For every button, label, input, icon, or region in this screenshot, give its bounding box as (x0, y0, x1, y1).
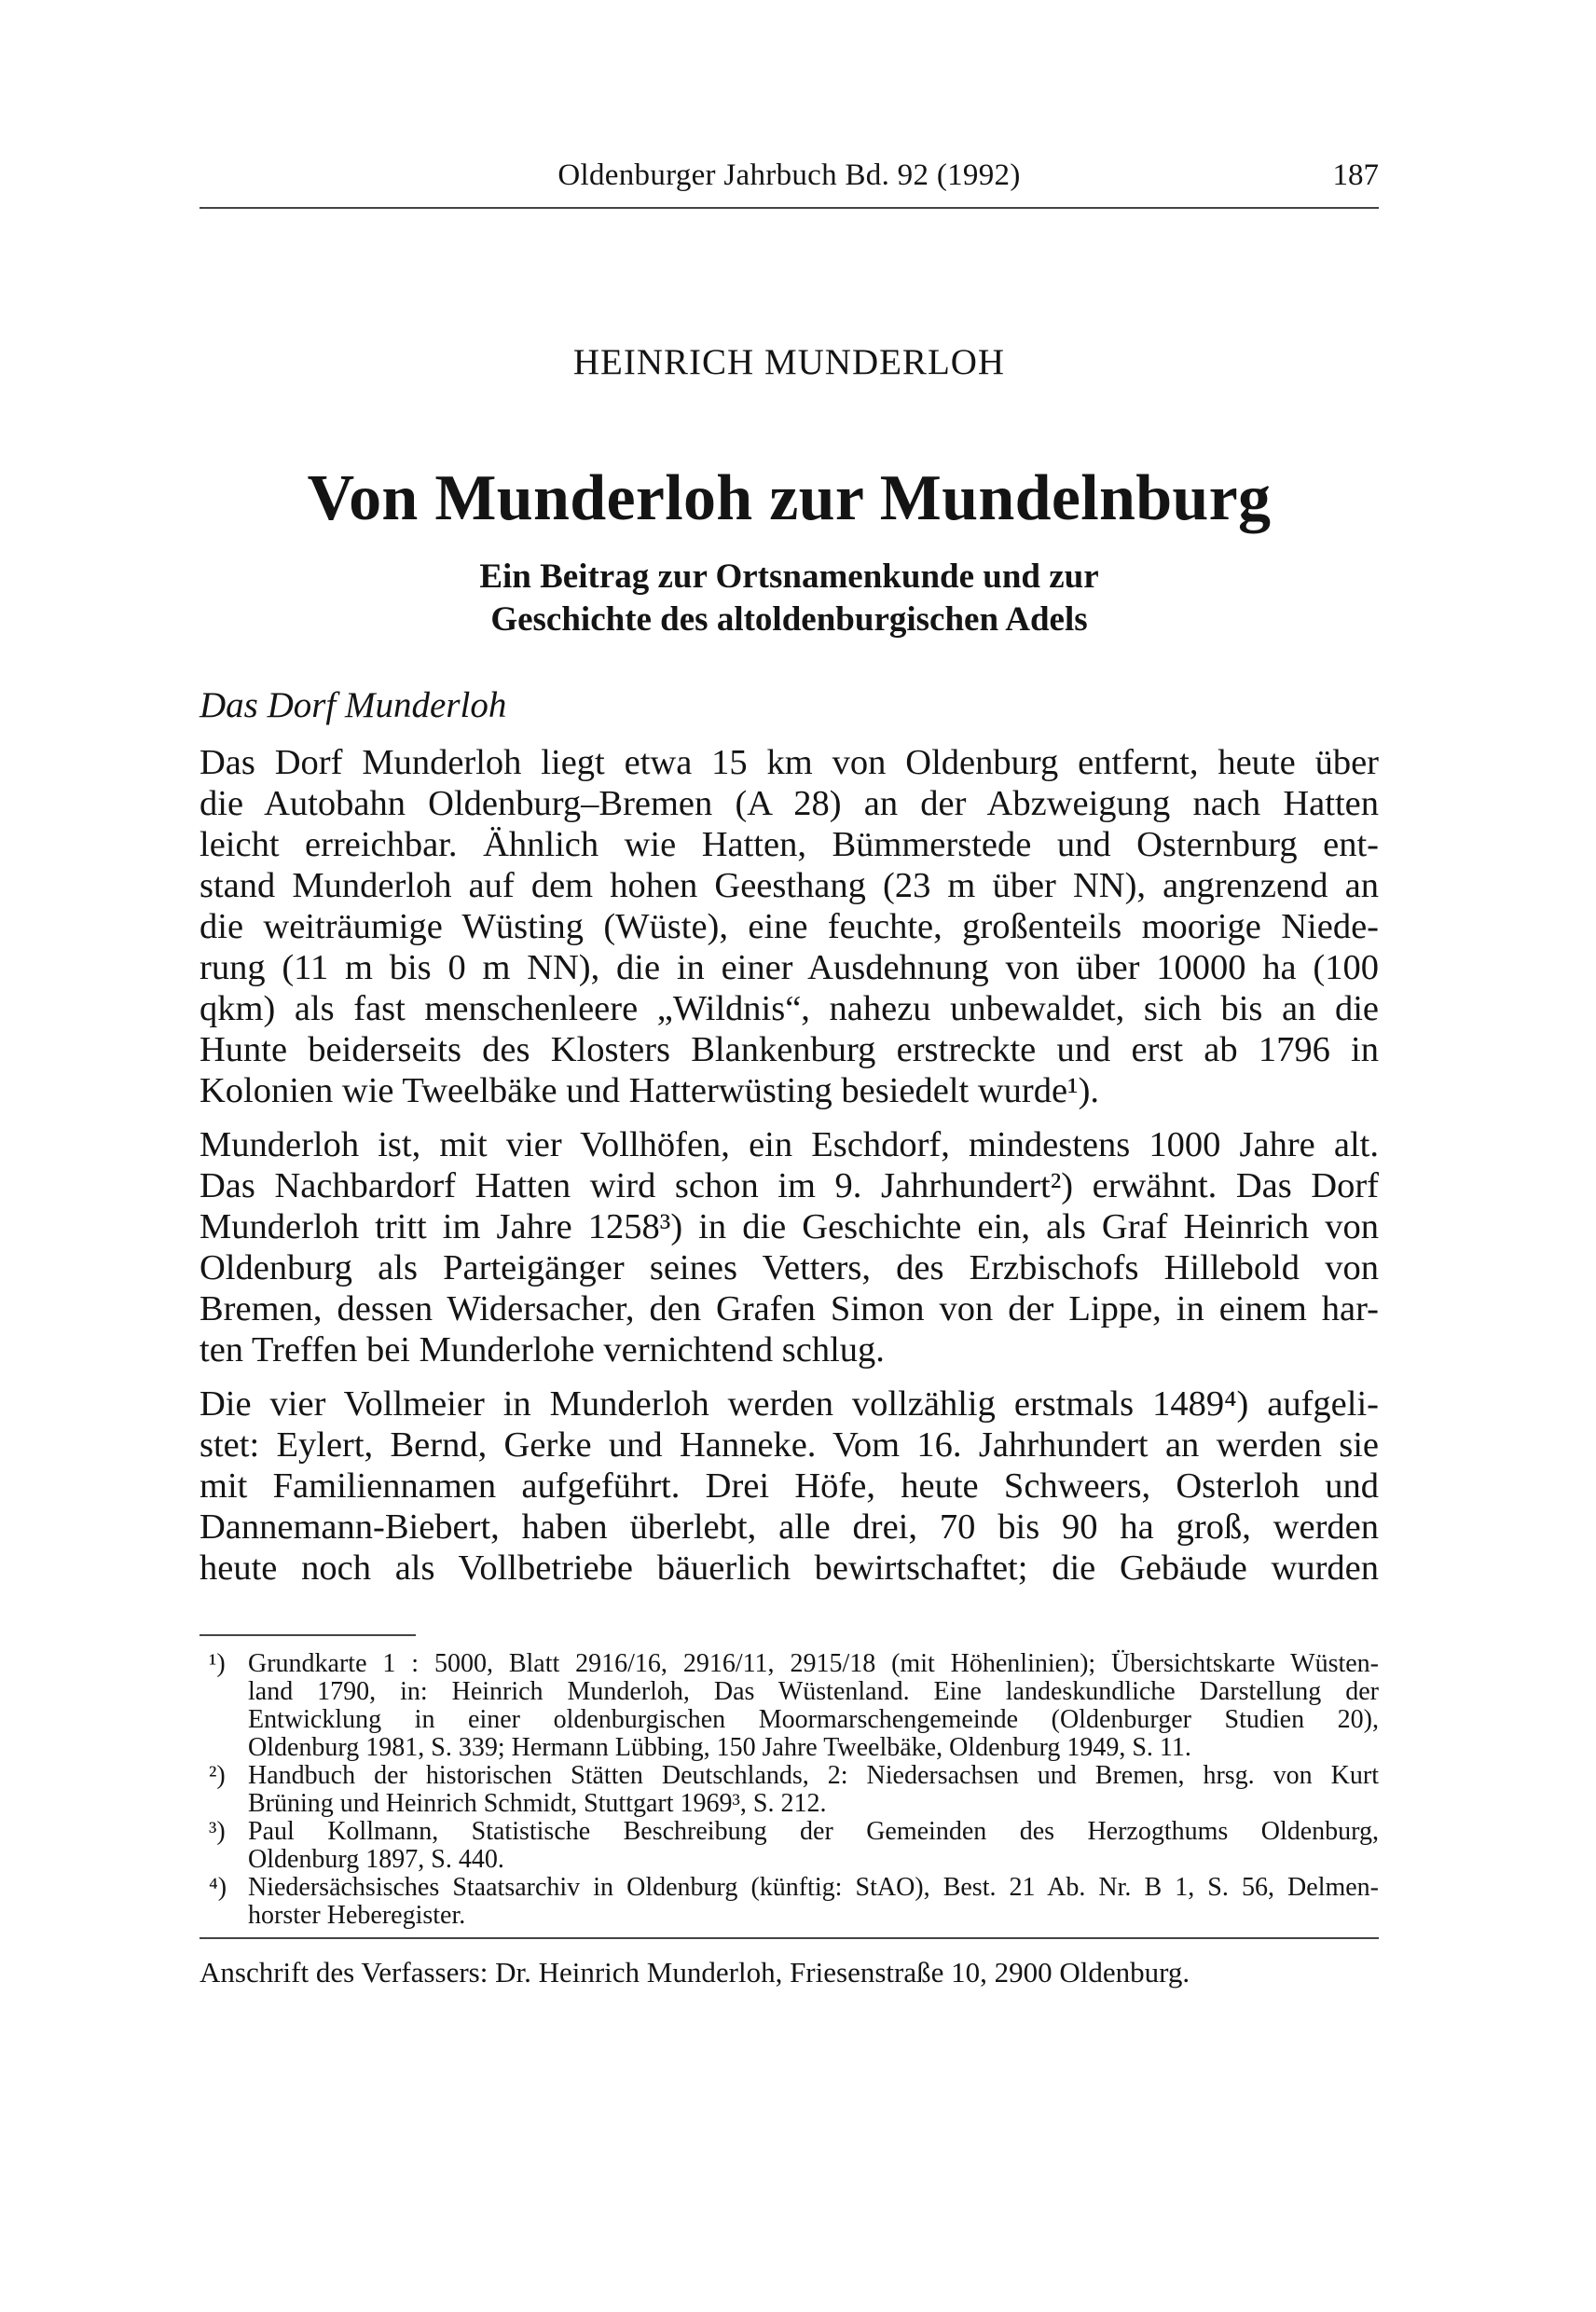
subtitle-line: Ein Beitrag zur Ortsnamenkunde und zur (479, 557, 1099, 596)
page-number: 187 (1332, 158, 1379, 192)
text-line: Hunte beiderseits des Klosters Blankenburg erstreckte und erst ab 1796 in (200, 1030, 1379, 1069)
footnote-line: ⁴) Niedersächsisches Staatsarchiv in Oldenburg (künftig: StAO), Best. 21 Ab. Nr. B 1, S. 56, Delmen- (209, 1873, 1379, 1902)
text-line: Kolonien wie Tweelbäke und Hatterwüsting besiedelt wurde¹). (200, 1071, 1100, 1110)
text-line: Bremen, dessen Widersacher, den Grafen Simon von der Lippe, in einem har- (200, 1289, 1379, 1328)
paragraph (200, 742, 1379, 1111)
text-line: Dannemann-Biebert, haben überlebt, alle drei, 70 bis 90 ha groß, werden (200, 1507, 1379, 1547)
body-text (200, 742, 1379, 1589)
text-line: Munderloh ist, mit vier Vollhöfen, ein Eschdorf, mindestens 1000 Jahre alt. (200, 1125, 1379, 1164)
footnote-mark: ¹) (209, 1649, 226, 1678)
author-address: Anschrift des Verfassers: Dr. Heinrich Munderloh, Friesenstraße 10, 2900 Oldenburg. (200, 1956, 1190, 1989)
footnote (200, 1874, 1379, 1930)
footnote-line: ²) Handbuch der historischen Stätten Deutschlands, 2: Niedersachsen und Bremen, hrsg. von Kurt (209, 1761, 1379, 1790)
running-header (200, 155, 1379, 209)
footnote-mark: ²) (209, 1761, 226, 1790)
footnote-line: land 1790, in: Heinrich Munderloh, Das Wüstenland. Eine landeskundliche Darstellung der (248, 1677, 1379, 1706)
article-subtitle (200, 556, 1379, 641)
text-line: heute noch als Vollbetriebe bäuerlich bewirtschaftet; die Gebäude wurden (200, 1548, 1379, 1588)
text-line: Das Dorf Munderloh liegt etwa 15 km von Oldenburg entfernt, heute über (200, 743, 1379, 782)
author-name: HEINRICH MUNDERLOH (572, 342, 1006, 382)
text-line: rung (11 m bis 0 m NN), die in einer Ausdehnung von über 10000 ha (100 (200, 948, 1379, 987)
footnote-mark: ³) (209, 1817, 226, 1846)
footnote (200, 1650, 1379, 1762)
text-line: Das Nachbardorf Hatten wird schon im 9. Jahrhundert²) erwähnt. Das Dorf (200, 1166, 1379, 1205)
footnote-divider (200, 1634, 416, 1636)
text-line: qkm) als fast menschenleere „Wildnis“, nahezu unbewaldet, sich bis an die (200, 989, 1379, 1028)
text-line: Oldenburg als Parteigänger seines Vetters, des Erzbischofs Hillebold von (200, 1248, 1379, 1287)
footnote-line: ¹) Grundkarte 1 : 5000, Blatt 2916/16, 2916/11, 2915/18 (mit Höhenlinien); Übersichtskarte Wüsten- (209, 1649, 1379, 1678)
text-line: leicht erreichbar. Ähnlich wie Hatten, Bümmerstede und Osternburg ent- (200, 825, 1379, 864)
text-line: ten Treffen bei Munderlohe vernichtend schlug. (200, 1330, 885, 1369)
section-heading: Das Dorf Munderloh (200, 685, 507, 725)
footnote (200, 1818, 1379, 1874)
footnote-line: Oldenburg 1897, S. 440. (248, 1845, 504, 1874)
text-line: die Autobahn Oldenburg–Bremen (A 28) an der Abzweigung nach Hatten (200, 784, 1379, 823)
text-line: Die vier Vollmeier in Munderloh werden vollzählig erstmals 1489⁴) aufgeli- (200, 1384, 1379, 1424)
footnote-line: Brüning und Heinrich Schmidt, Stuttgart 1969³, S. 212. (248, 1789, 827, 1818)
running-title: Oldenburger Jahrbuch Bd. 92 (1992) (557, 158, 1021, 192)
footnotes (200, 1650, 1379, 1930)
subtitle-line: Geschichte des altoldenburgischen Adels (490, 600, 1088, 639)
text-line: stet: Eylert, Bernd, Gerke und Hanneke. Vom 16. Jahrhundert an werden sie (200, 1425, 1379, 1465)
text-line: Munderloh tritt im Jahre 1258³) in die Geschichte ein, als Graf Heinrich von (200, 1207, 1379, 1246)
footnote-line: ³) Paul Kollmann, Statistische Beschreibung der Gemeinden des Herzogthums Oldenburg, (209, 1817, 1379, 1846)
footnote-mark: ⁴) (209, 1873, 227, 1902)
footnote-line: Oldenburg 1981, S. 339; Hermann Lübbing, 150 Jahre Tweelbäke, Oldenburg 1949, S. 11. (248, 1733, 1191, 1762)
text-line: stand Munderloh auf dem hohen Geesthang (23 m über NN), angrenzend an (200, 866, 1379, 905)
footnote-line: Entwicklung in einer oldenburgischen Moormarschengemeinde (Oldenburger Studien 20), (248, 1705, 1379, 1734)
article-title: Von Munderloh zur Mundelnburg (307, 462, 1272, 534)
text-line: mit Familiennamen aufgeführt. Drei Höfe, heute Schweers, Osterloh und (200, 1466, 1379, 1506)
paragraph (200, 1383, 1379, 1589)
footnote-line: horster Heberegister. (248, 1901, 466, 1930)
address-divider (200, 1937, 1379, 1939)
text-line: die weiträumige Wüsting (Wüste), eine feuchte, großenteils moorige Niede- (200, 907, 1379, 946)
paragraph (200, 1124, 1379, 1370)
footnote (200, 1762, 1379, 1818)
